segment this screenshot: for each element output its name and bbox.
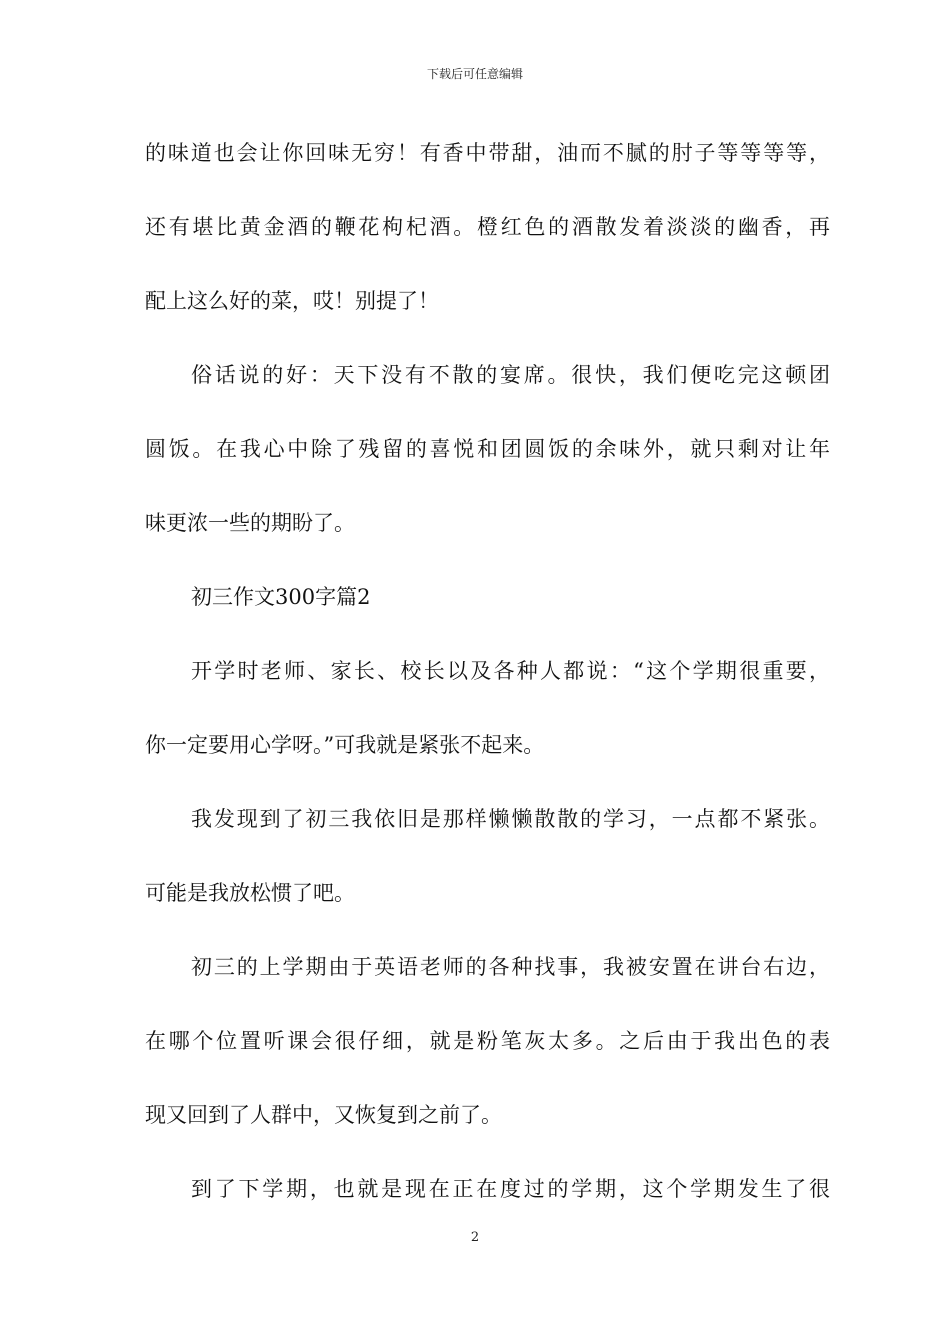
text-line: 到了下学期，也就是现在正在度过的学期，这个学期发生了很 <box>191 1177 830 1201</box>
text-line: 在哪个位置听课会很仔细，就是粉笔灰太多。之后由于我出色的表 <box>145 1029 830 1053</box>
text-line: 俗话说的好：天下没有不散的宴席。很快，我们便吃完这顿团 <box>191 363 830 387</box>
text-line: 味更浓一些的期盼了。 <box>145 511 355 535</box>
text-line: 的味道也会让你回味无穷！有香中带甜，油而不腻的肘子等等等等， <box>145 141 830 165</box>
section-heading: 初三作文300字篇2 <box>191 585 371 609</box>
text-line: 配上这么好的菜，哎！别提了！ <box>145 289 439 313</box>
body-text <box>145 128 830 1238</box>
text-line: 还有堪比黄金酒的鞭花枸杞酒。橙红色的酒散发着淡淡的幽香，再 <box>145 215 830 239</box>
page-number: 2 <box>470 1230 480 1245</box>
text-line: 初三的上学期由于英语老师的各种找事，我被安置在讲台右边， <box>191 955 830 979</box>
text-line: 可能是我放松惯了吧。 <box>145 881 355 905</box>
text-line: 现又回到了人群中，又恢复到之前了。 <box>145 1103 502 1127</box>
text-line: 开学时老师、家长、校长以及各种人都说：“这个学期很重要， <box>191 659 830 683</box>
header-note: 下载后可任意编辑 <box>426 67 523 81</box>
text-line: 我发现到了初三我依旧是那样懒懒散散的学习，一点都不紧张。 <box>191 807 830 831</box>
text-line: 你一定要用心学呀。”可我就是紧张不起来。 <box>145 733 545 757</box>
text-line: 圆饭。在我心中除了残留的喜悦和团圆饭的余味外，就只剩对让年 <box>145 437 830 461</box>
